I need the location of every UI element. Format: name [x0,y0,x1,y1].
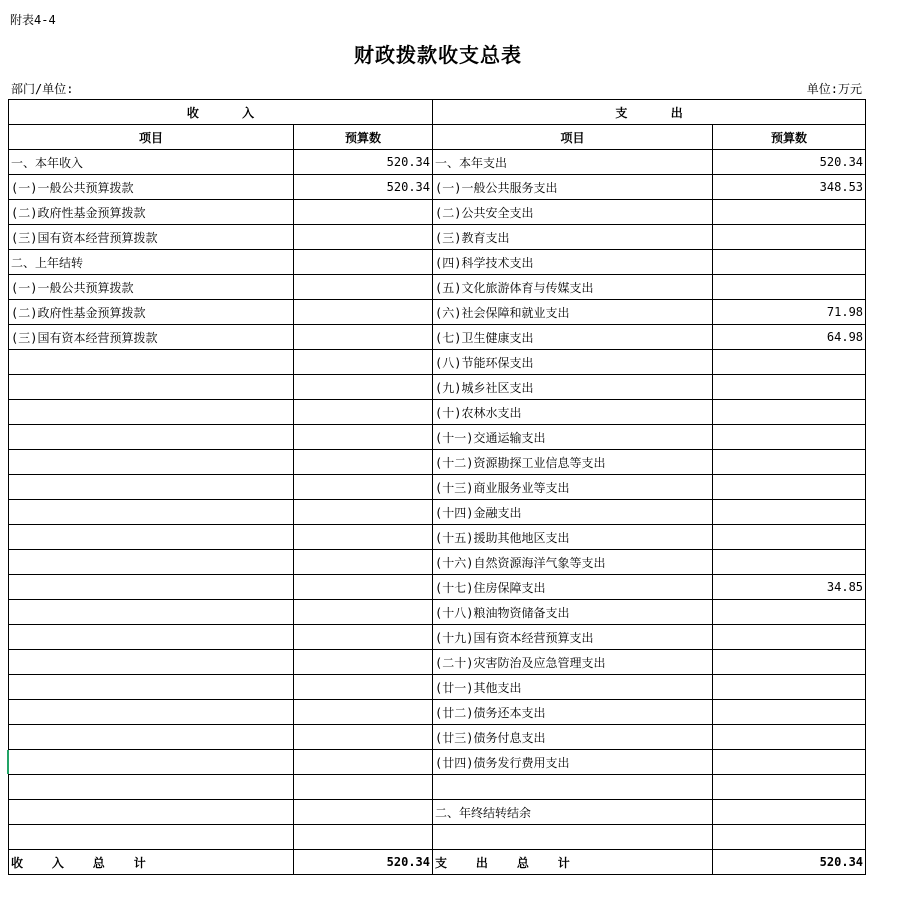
expense-item-cell[interactable]: (三)教育支出 [433,225,713,250]
expense-item-cell[interactable]: (十七)住房保障支出 [433,575,713,600]
income-item-cell[interactable]: (三)国有资本经营预算拨款 [9,325,294,350]
sheet-number-label: 附表4-4 [10,13,56,27]
income-budget-cell[interactable] [294,425,433,450]
table-row [9,400,866,425]
unit-label: 单位:万元 [806,82,862,96]
expense-budget-cell[interactable]: 520.34 [713,150,866,175]
expense-budget-cell[interactable] [713,625,866,650]
table-row [9,500,866,525]
expense-budget-cell[interactable] [713,375,866,400]
expense-budget-cell[interactable] [713,600,866,625]
expense-budget-cell[interactable] [713,525,866,550]
income-item-cell[interactable] [9,700,294,725]
expense-budget-cell[interactable] [713,200,866,225]
expense-item-cell[interactable]: (二十)灾害防治及应急管理支出 [433,650,713,675]
income-budget-cell[interactable] [294,525,433,550]
income-budget-cell[interactable] [294,275,433,300]
income-item-cell[interactable] [9,650,294,675]
expense-item-cell[interactable]: (十九)国有资本经营预算支出 [433,625,713,650]
table-row [9,825,866,850]
expense-item-cell[interactable] [433,775,713,800]
income-budget-cell[interactable] [294,575,433,600]
table-row [9,550,866,575]
income-item-cell[interactable]: 二、上年结转 [9,250,294,275]
income-budget-cell[interactable] [294,550,433,575]
table-row [9,200,866,225]
income-item-cell[interactable] [9,350,294,375]
income-budget-cell[interactable] [294,450,433,475]
expense-item-cell[interactable]: (八)节能环保支出 [433,350,713,375]
table-row [9,450,866,475]
table-row [9,775,866,800]
table-row [9,525,866,550]
cell-selection-marker [7,750,9,774]
table-row [9,650,866,675]
income-budget-cell[interactable] [294,700,433,725]
section-header-row [9,100,866,125]
income-budget-column-header[interactable]: 预算数 [294,125,433,150]
income-item-cell[interactable] [9,400,294,425]
income-item-cell[interactable] [9,800,294,825]
table-row [9,150,866,175]
expense-item-cell[interactable]: (七)卫生健康支出 [433,325,713,350]
income-item-cell[interactable]: 一、本年收入 [9,150,294,175]
expense-budget-cell[interactable] [713,225,866,250]
expense-budget-cell[interactable] [713,250,866,275]
income-total-value[interactable]: 520.34 [294,850,433,875]
income-budget-cell[interactable] [294,775,433,800]
income-item-cell[interactable] [9,500,294,525]
expense-item-cell[interactable] [433,825,713,850]
expense-budget-cell[interactable]: 64.98 [713,325,866,350]
income-budget-cell[interactable] [294,650,433,675]
expense-item-cell[interactable]: (十四)金融支出 [433,500,713,525]
income-item-cell[interactable]: (一)一般公共预算拨款 [9,275,294,300]
expense-item-cell[interactable]: (二)公共安全支出 [433,200,713,225]
expense-total-value[interactable]: 520.34 [713,850,866,875]
income-item-cell[interactable] [9,775,294,800]
income-budget-cell[interactable] [294,500,433,525]
income-budget-cell[interactable] [294,625,433,650]
expense-budget-cell[interactable] [713,725,866,750]
expense-item-cell[interactable]: (九)城乡社区支出 [433,375,713,400]
expense-budget-cell[interactable] [713,500,866,525]
fiscal-summary-table [8,99,866,875]
expense-budget-cell[interactable] [713,650,866,675]
table-row [9,475,866,500]
table-row [9,375,866,400]
table-row [9,250,866,275]
expense-budget-cell[interactable] [713,800,866,825]
expense-total-label[interactable]: 支 出 总 计 [433,850,713,875]
income-budget-cell[interactable] [294,350,433,375]
table-row [9,600,866,625]
income-item-cell[interactable] [9,475,294,500]
income-budget-cell[interactable] [294,475,433,500]
income-item-cell[interactable] [9,550,294,575]
income-budget-cell[interactable]: 520.34 [294,175,433,200]
income-item-cell[interactable] [9,375,294,400]
table-row [9,575,866,600]
expense-item-cell[interactable]: (廿二)债务还本支出 [433,700,713,725]
expense-item-cell[interactable]: (五)文化旅游体育与传媒支出 [433,275,713,300]
expense-budget-cell[interactable] [713,675,866,700]
expense-budget-cell[interactable]: 71.98 [713,300,866,325]
income-budget-cell[interactable] [294,825,433,850]
table-row [9,625,866,650]
income-item-cell[interactable] [9,725,294,750]
total-row [9,850,866,875]
expense-budget-cell[interactable] [713,775,866,800]
income-budget-cell[interactable] [294,800,433,825]
expense-budget-cell[interactable] [713,350,866,375]
income-budget-cell[interactable] [294,300,433,325]
income-budget-cell[interactable] [294,675,433,700]
expense-item-cell[interactable]: (十一)交通运输支出 [433,425,713,450]
table-row [9,750,866,775]
income-section-header[interactable]: 收 入 [9,100,433,125]
column-header-row [9,125,866,150]
expense-budget-cell[interactable] [713,275,866,300]
income-item-cell[interactable] [9,625,294,650]
table-row [9,725,866,750]
table-row [9,325,866,350]
income-item-cell[interactable]: (二)政府性基金预算拨款 [9,200,294,225]
income-item-cell[interactable] [9,825,294,850]
income-budget-cell[interactable] [294,325,433,350]
expense-budget-cell[interactable] [713,400,866,425]
income-item-column-header[interactable]: 项目 [9,125,294,150]
income-item-cell[interactable] [9,750,294,775]
table-row [9,675,866,700]
expense-item-cell[interactable]: (十)农林水支出 [433,400,713,425]
expense-budget-cell[interactable] [713,450,866,475]
expense-item-cell[interactable]: (十五)援助其他地区支出 [433,525,713,550]
department-label: 部门/单位: [11,82,74,96]
expense-item-cell[interactable]: (十六)自然资源海洋气象等支出 [433,550,713,575]
expense-section-header[interactable]: 支 出 [433,100,866,125]
income-item-cell[interactable] [9,450,294,475]
table-row [9,225,866,250]
income-item-cell[interactable] [9,675,294,700]
expense-item-cell[interactable]: (廿三)债务付息支出 [433,725,713,750]
income-budget-cell[interactable] [294,250,433,275]
expense-item-cell[interactable]: (廿一)其他支出 [433,675,713,700]
income-total-label[interactable]: 收 入 总 计 [9,850,294,875]
expense-item-cell[interactable]: (十三)商业服务业等支出 [433,475,713,500]
table-row [9,275,866,300]
income-budget-cell[interactable] [294,750,433,775]
table-row [9,425,866,450]
expense-item-cell[interactable]: (四)科学技术支出 [433,250,713,275]
expense-budget-cell[interactable] [713,425,866,450]
table-row [9,175,866,200]
income-item-cell[interactable] [9,425,294,450]
income-budget-cell[interactable] [294,375,433,400]
page-title: 财政拨款收支总表 [354,43,522,67]
income-item-cell[interactable] [9,575,294,600]
expense-item-cell[interactable]: (十八)粮油物资储备支出 [433,600,713,625]
income-item-cell[interactable]: (一)一般公共预算拨款 [9,175,294,200]
income-budget-cell[interactable] [294,600,433,625]
income-budget-cell[interactable] [294,225,433,250]
expense-item-cell[interactable]: (一)一般公共服务支出 [433,175,713,200]
expense-budget-cell[interactable] [713,475,866,500]
expense-budget-cell[interactable] [713,750,866,775]
income-budget-cell[interactable] [294,725,433,750]
table-row [9,300,866,325]
income-item-cell[interactable]: (三)国有资本经营预算拨款 [9,225,294,250]
income-budget-cell[interactable]: 520.34 [294,150,433,175]
expense-item-cell[interactable]: (十二)资源勘探工业信息等支出 [433,450,713,475]
expense-item-cell[interactable]: 二、年终结转结余 [433,800,713,825]
expense-budget-cell[interactable]: 34.85 [713,575,866,600]
income-item-cell[interactable] [9,525,294,550]
table-row [9,700,866,725]
expense-item-cell[interactable]: 一、本年支出 [433,150,713,175]
expense-budget-cell[interactable] [713,700,866,725]
expense-budget-cell[interactable] [713,825,866,850]
table-row [9,800,866,825]
expense-item-column-header[interactable]: 项目 [433,125,713,150]
income-budget-cell[interactable] [294,400,433,425]
expense-budget-cell[interactable]: 348.53 [713,175,866,200]
expense-item-cell[interactable]: (廿四)债务发行费用支出 [433,750,713,775]
income-item-cell[interactable] [9,600,294,625]
expense-budget-column-header[interactable]: 预算数 [713,125,866,150]
table-row [9,350,866,375]
expense-budget-cell[interactable] [713,550,866,575]
income-item-cell[interactable]: (二)政府性基金预算拨款 [9,300,294,325]
income-budget-cell[interactable] [294,200,433,225]
expense-item-cell[interactable]: (六)社会保障和就业支出 [433,300,713,325]
